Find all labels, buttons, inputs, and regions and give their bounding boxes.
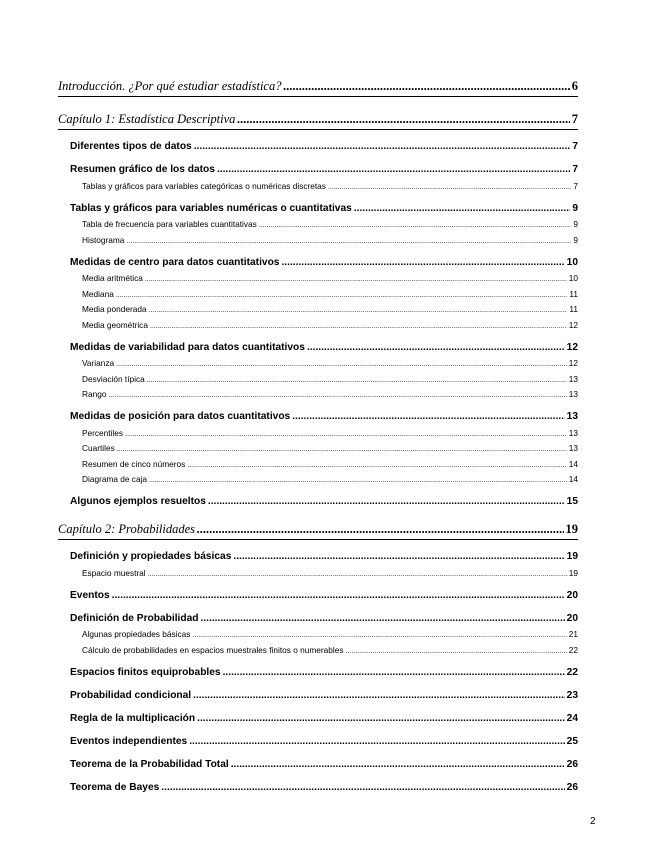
toc-page-number: 20	[566, 589, 578, 601]
toc-section-title: Definición y propiedades básicas	[70, 551, 232, 562]
toc-leader-dots	[187, 462, 566, 469]
toc-section[interactable]	[58, 756, 578, 770]
toc-section[interactable]	[58, 733, 578, 747]
toc-chapter-title: Capítulo 2: Probabilidades	[58, 522, 196, 536]
toc-section[interactable]	[58, 161, 578, 175]
toc-section-title: Resumen gráfico de los datos	[70, 164, 215, 175]
toc-subsection-title: Resumen de cinco números	[82, 458, 186, 469]
toc-leader-dots	[149, 307, 568, 314]
toc-subsection[interactable]	[58, 422, 578, 438]
toc-page-number: 23	[566, 689, 578, 701]
toc-section-title: Espacios finitos equiprobables	[70, 666, 221, 678]
toc-subsection-title: Varianza	[82, 358, 115, 368]
toc-leader-dots	[161, 782, 564, 793]
toc-subsection[interactable]	[58, 438, 578, 454]
toc-subsection-title: Percentiles	[82, 427, 124, 438]
toc-leader-dots	[125, 431, 567, 438]
toc-subsection-title: Diagrama de caja	[82, 474, 148, 484]
toc-page-number: 9	[572, 202, 578, 214]
toc-page-number: 24	[566, 712, 578, 724]
toc-section[interactable]	[58, 779, 578, 793]
toc-subsection[interactable]	[58, 639, 578, 655]
toc-leader-dots	[328, 184, 571, 191]
toc-subsection[interactable]	[58, 384, 578, 400]
toc-section[interactable]	[58, 587, 578, 601]
toc-section[interactable]	[58, 200, 578, 214]
toc-leader-dots	[145, 276, 567, 283]
toc-leader-dots	[281, 257, 564, 268]
toc-leader-dots	[197, 713, 565, 724]
toc-subsection-title: Media ponderada	[82, 304, 147, 314]
toc-subsection[interactable]	[58, 175, 578, 191]
toc-subsection-title: Cálculo de probabilidades en espacios muestrales finitos o numerables	[82, 644, 344, 655]
toc-section-title: Medidas de variabilidad para datos cuantitativos	[70, 341, 305, 353]
toc-page-number: 13	[566, 411, 578, 422]
toc-subsection-title: Histograma	[82, 234, 125, 245]
toc-page-number: 14	[568, 458, 578, 469]
toc-leader-dots	[283, 79, 569, 94]
toc-subsection[interactable]	[58, 368, 578, 384]
toc-leader-dots	[201, 613, 565, 624]
toc-subsection[interactable]	[58, 469, 578, 485]
toc-page-number: 7	[572, 141, 578, 152]
page-number: 2	[590, 816, 596, 827]
toc-leader-dots	[292, 411, 564, 422]
toc-subsection[interactable]	[58, 453, 578, 469]
toc-page-number: 7	[573, 180, 578, 191]
table-of-contents	[58, 72, 578, 793]
toc-subsection[interactable]	[58, 229, 578, 245]
toc-page-number: 9	[573, 219, 578, 229]
toc-section[interactable]	[58, 408, 578, 422]
toc-leader-dots	[117, 446, 567, 453]
toc-section-title: Teorema de la Probabilidad Total	[70, 758, 229, 770]
toc-section[interactable]	[58, 254, 578, 268]
toc-page-number: 15	[566, 496, 578, 507]
toc-subsection-title: Tabla de frecuencia para variables cuantitativas	[82, 219, 257, 229]
toc-leader-dots	[233, 551, 564, 562]
toc-section-title: Eventos independientes	[70, 735, 188, 747]
toc-leader-dots	[126, 238, 571, 245]
toc-page-number: 6	[571, 79, 578, 93]
toc-leader-dots	[148, 571, 567, 578]
toc-page-number: 14	[568, 474, 578, 484]
toc-page-number: 13	[568, 373, 578, 384]
toc-leader-dots	[354, 203, 571, 214]
toc-subsection[interactable]	[58, 214, 578, 230]
toc-page-number: 26	[566, 758, 578, 770]
toc-section[interactable]	[58, 339, 578, 353]
toc-leader-dots	[208, 496, 565, 507]
toc-section[interactable]	[58, 548, 578, 562]
toc-page-number: 25	[566, 735, 578, 747]
toc-leader-dots	[116, 292, 568, 299]
toc-subsection[interactable]	[58, 562, 578, 578]
toc-section-title: Medidas de centro para datos cuantitativos	[70, 256, 280, 268]
toc-page-number: 22	[566, 666, 578, 678]
toc-subsection-title: Desviación típica	[82, 373, 145, 384]
toc-page-number: 19	[565, 522, 578, 536]
toc-subsection-title: Algunas propiedades básicas	[82, 629, 191, 639]
toc-subsection[interactable]	[58, 268, 578, 284]
toc-leader-dots	[217, 164, 570, 175]
toc-section[interactable]	[58, 493, 578, 507]
toc-leader-dots	[346, 648, 567, 655]
toc-subsection-title: Media aritmética	[82, 273, 143, 283]
toc-section[interactable]	[58, 687, 578, 701]
toc-chapter-intro[interactable]	[58, 72, 578, 97]
toc-page-number: 9	[573, 234, 578, 245]
toc-leader-dots	[189, 736, 564, 747]
toc-subsection[interactable]	[58, 299, 578, 315]
toc-page-number: 22	[568, 644, 578, 655]
toc-section-title: Eventos	[70, 589, 110, 601]
toc-section-title: Algunos ejemplos resueltos	[70, 496, 206, 507]
toc-subsection-title: Cuartiles	[82, 443, 115, 453]
toc-leader-dots	[197, 522, 563, 537]
toc-section-title: Medidas de posición para datos cuantitativos	[70, 411, 291, 422]
toc-subsection-title: Tablas y gráficos para variables categóricas o numéricas discretas	[82, 180, 326, 191]
toc-leader-dots	[192, 632, 566, 639]
toc-page-number: 13	[568, 389, 578, 399]
toc-leader-dots	[147, 377, 567, 384]
toc-page-number: 21	[568, 629, 578, 639]
toc-subsection-title: Media geométrica	[82, 319, 148, 330]
toc-section-title: Definición de Probabilidad	[70, 612, 199, 624]
toc-page-number: 10	[566, 256, 578, 268]
toc-subsection-title: Espacio muestral	[82, 567, 146, 578]
toc-page-number: 13	[568, 443, 578, 453]
toc-chapter-2[interactable]	[58, 515, 578, 540]
toc-section-title: Probabilidad condicional	[70, 689, 192, 701]
toc-page-number: 11	[569, 304, 578, 314]
toc-subsection[interactable]	[58, 624, 578, 640]
toc-leader-dots	[116, 361, 567, 368]
toc-page-number: 12	[568, 358, 578, 368]
toc-section-title: Tablas y gráficos para variables numéricas o cuantitativas	[70, 202, 352, 214]
toc-page-number: 7	[571, 112, 578, 126]
toc-page-number: 12	[568, 319, 578, 330]
toc-leader-dots	[194, 141, 571, 152]
toc-section[interactable]	[58, 138, 578, 152]
toc-page-number: 7	[572, 164, 578, 175]
toc-leader-dots	[237, 112, 569, 127]
toc-section[interactable]	[58, 610, 578, 624]
toc-leader-dots	[223, 667, 565, 678]
toc-page-number: 13	[568, 427, 578, 438]
toc-chapter-1[interactable]	[58, 105, 578, 130]
toc-subsection[interactable]	[58, 353, 578, 369]
toc-section-title: Diferentes tipos de datos	[70, 141, 192, 152]
toc-subsection[interactable]	[58, 283, 578, 299]
toc-leader-dots	[112, 590, 565, 601]
toc-leader-dots	[108, 392, 566, 399]
toc-page-number: 19	[568, 567, 578, 578]
toc-subsection-title: Rango	[82, 389, 107, 399]
toc-page-number: 19	[566, 551, 578, 562]
toc-leader-dots	[193, 690, 565, 701]
toc-subsection-title: Mediana	[82, 288, 114, 299]
toc-leader-dots	[150, 323, 567, 330]
toc-leader-dots	[307, 342, 565, 353]
toc-page-number: 12	[566, 341, 578, 353]
toc-page-number: 10	[568, 273, 578, 283]
toc-leader-dots	[259, 222, 572, 229]
toc-section[interactable]	[58, 664, 578, 678]
toc-page-number: 20	[566, 612, 578, 624]
toc-section-title: Regla de la multiplicación	[70, 712, 196, 724]
toc-subsection[interactable]	[58, 314, 578, 330]
toc-page-number: 11	[569, 288, 578, 299]
toc-leader-dots	[149, 477, 567, 484]
toc-chapter-title: Capítulo 1: Estadística Descriptiva	[58, 112, 236, 126]
toc-section-title: Teorema de Bayes	[70, 781, 160, 793]
toc-section[interactable]	[58, 710, 578, 724]
toc-leader-dots	[231, 759, 565, 770]
toc-page-number: 26	[566, 781, 578, 793]
toc-chapter-title: Introducción. ¿Por qué estudiar estadística?	[58, 79, 282, 93]
